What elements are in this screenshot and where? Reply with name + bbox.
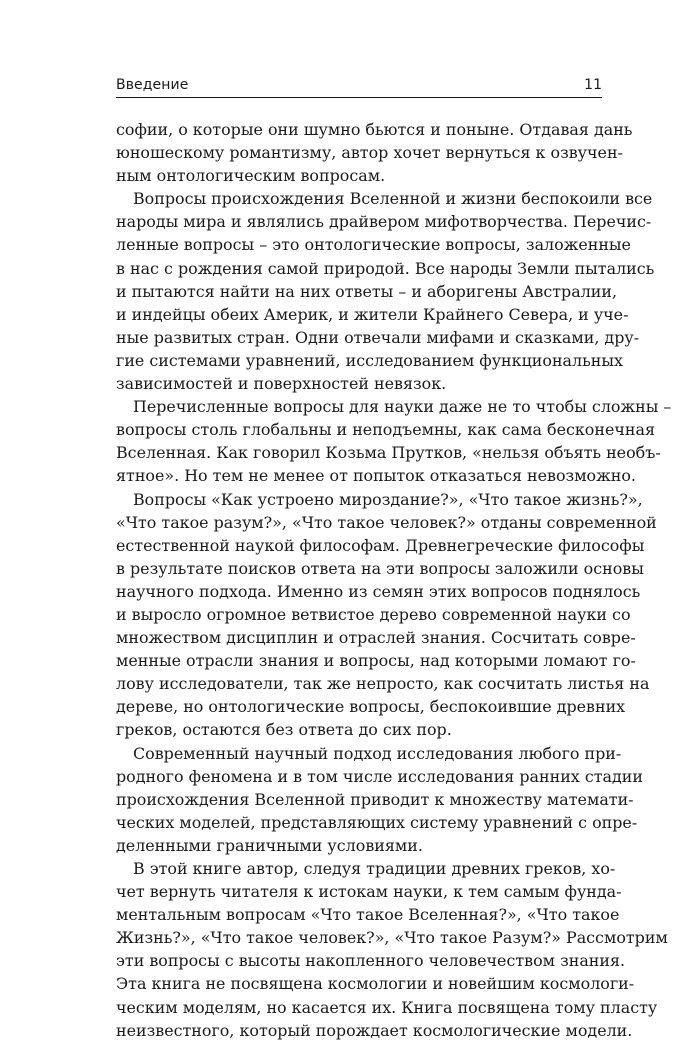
page-number: 11 <box>584 77 602 93</box>
text-line: и пытаются найти на них ответы – и аборигены Австралии, <box>116 281 618 301</box>
text-line: ленные вопросы – это онтологические вопросы, заложенные <box>116 235 631 255</box>
text-line: юношескому романтизму, автор хочет вернуться к озвучен- <box>116 143 623 163</box>
chapter-title: Введение <box>116 77 189 93</box>
text-line: ным онтологическим вопросам. <box>116 166 386 186</box>
text-line: гие системами уравнений, исследованием функциональных <box>116 350 623 370</box>
text-line: и выросло огромное ветвистое дерево современной науки со <box>116 604 631 624</box>
text-line: естественной наукой философам. Древнегреческие философы <box>116 535 645 555</box>
text-line: Современный научный подход исследования любого при- <box>133 743 622 763</box>
text-line: софии, о которые они шумно бьются и поныне. Отдавая дань <box>116 120 633 139</box>
text-line: эти вопросы с высоты накопленного человечеством знания. <box>116 951 626 971</box>
text-line: в нас с рождения самой природой. Все народы Земли пытались <box>116 258 655 278</box>
text-line: Перечисленные вопросы для науки даже не то чтобы сложны – <box>133 397 672 417</box>
text-line: Вселенная. Как говорил Козьма Прутков, «нельзя объять необъ- <box>116 443 661 463</box>
text-line: дереве, но онтологические вопросы, беспокоившие древних <box>116 697 626 717</box>
text-line: Жизнь?», «Что такое человек?», «Что такое Разум?» Рассмотрим <box>116 928 668 948</box>
text-line: лову исследователи, так же непросто, как сосчитать листья на <box>116 674 650 694</box>
paragraph <box>116 118 633 187</box>
text-line: неизвестного, который порождает космологические модели. <box>116 1020 633 1040</box>
text-line: чет вернуть читателя к истокам науки, к тем самым фунда- <box>116 882 622 902</box>
text-line: Вопросы «Как устроено мироздание?», «Что такое жизнь?», <box>133 489 643 509</box>
text-line: ческих моделей, представляющих систему уравнений с опре- <box>116 812 638 832</box>
text-line: Эта книга не посвящена космологии и новейшим космологи- <box>116 974 635 994</box>
text-line: вопросы столь глобальны и неподъемны, как сама бесконечная <box>116 420 655 440</box>
text-line: ные развитых стран. Одни отвечали мифами и сказками, дру- <box>116 327 640 347</box>
text-line: родного феномена и в том числе исследования ранних стадии <box>116 766 643 786</box>
text-line: Вопросы происхождения Вселенной и жизни беспокоили все <box>133 189 653 209</box>
paragraph <box>116 742 643 857</box>
paragraph <box>116 395 672 487</box>
text-line: и индейцы обеих Америк, и жители Крайнего Севера, и уче- <box>116 304 629 324</box>
text-line: зависимостей и поверхностей невязок. <box>116 374 447 394</box>
text-line: деленными граничными условиями. <box>116 835 423 855</box>
text-line: ятное». Но тем не менее от попыток отказаться невозможно. <box>116 466 636 486</box>
text-line: ческим моделям, но касается их. Книга посвящена тому пласту <box>116 997 658 1017</box>
text-line: происхождения Вселенной приводит к множеству математи- <box>116 789 634 809</box>
text-line: народы мира и являлись драйвером мифотворчества. Перечис- <box>116 212 652 232</box>
body-text <box>116 118 672 1042</box>
text-line: «Что такое разум?», «Что такое человек?» отданы современной <box>116 512 657 532</box>
paragraph <box>116 857 668 1042</box>
text-line: ментальным вопросам «Что такое Вселенная?», «Что такое <box>116 905 620 925</box>
running-header <box>116 75 602 98</box>
text-line: научного подхода. Именно из семян этих вопросов поднялось <box>116 581 641 601</box>
text-line: менные отрасли знания и вопросы, над которыми ломают го- <box>116 651 636 671</box>
text-line: в результате поисков ответа на эти вопросы заложили основы <box>116 558 644 578</box>
text-line: множеством дисциплин и отраслей знания. Сосчитать совре- <box>116 628 636 648</box>
paragraph <box>116 488 657 742</box>
text-line: В этой книге автор, следуя традиции древних греков, хо- <box>133 859 616 878</box>
paragraph <box>116 187 655 395</box>
text-line: греков, остаются без ответа до сих пор. <box>116 720 452 740</box>
